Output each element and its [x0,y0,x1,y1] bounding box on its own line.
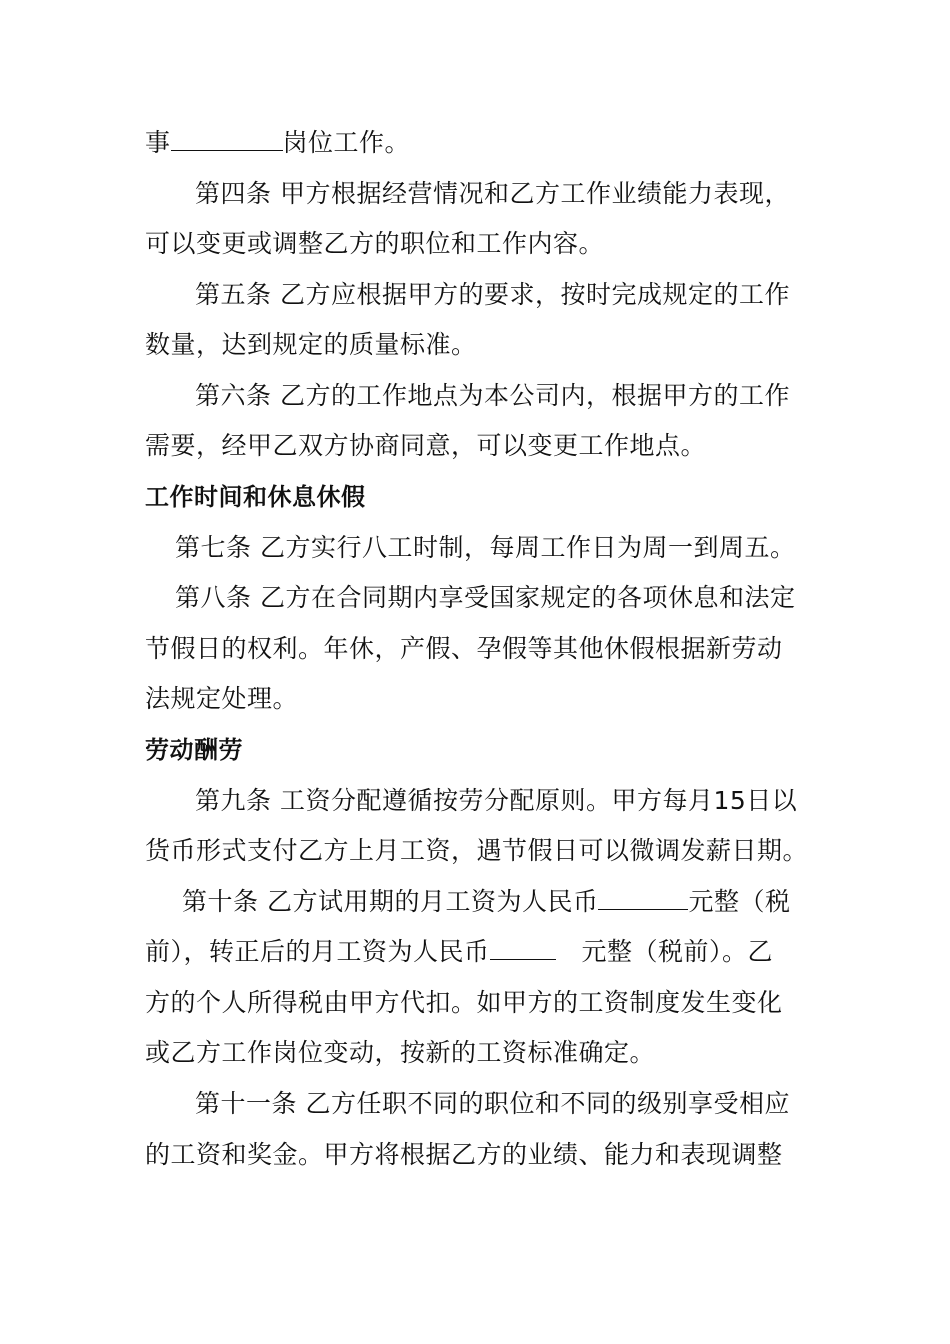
fill-blank-probation-salary[interactable] [598,887,688,910]
article-8-line-2: 节假日的权利。年休，产假、孕假等其他休假根据新劳动 [145,634,783,663]
text-fragment: 前），转正后的月工资为人民币 [145,937,490,966]
section-heading-working-hours: 工作时间和休息休假 [145,483,366,511]
article-7-line-1: 第七条 乙方实行八工时制，每周工作日为周一到周五。 [175,533,796,562]
article-6-line-1: 第六条 乙方的工作地点为本公司内，根据甲方的工作 [195,381,790,410]
text-fragment: 元整（税前）。乙 [581,937,774,966]
section-heading-remuneration: 劳动酬劳 [145,736,243,764]
text-fragment: 岗位工作。 [282,128,411,157]
article-11-line-1: 第十一条 乙方任职不同的职位和不同的级别享受相应 [195,1089,790,1118]
text-fragment: 元整（税 [688,887,791,916]
text-fragment: 第十条 乙方试用期的月工资为人民币 [182,887,599,916]
fill-blank-position[interactable] [171,128,283,151]
article-5-line-2: 数量，达到规定的质量标准。 [145,330,477,359]
article-9-line-2: 货币形式支付乙方上月工资，遇节假日可以微调发薪日期。 [145,836,809,865]
article-8-line-3: 法规定处理。 [145,684,299,713]
text-line-position-duty [145,126,410,160]
fill-blank-regular-salary[interactable] [490,937,556,960]
article-9-line-1: 第九条 工资分配遵循按劳分配原则。甲方每月15日以 [195,786,798,815]
article-6-line-2: 需要，经甲乙双方协商同意，可以变更工作地点。 [145,431,707,460]
article-10-line-2 [145,935,773,969]
text-fragment: 事 [145,128,171,157]
article-4-line-1: 第四条 甲方根据经营情况和乙方工作业绩能力表现， [195,179,790,208]
article-10-line-1 [182,885,790,919]
article-10-line-3: 方的个人所得税由甲方代扣。如甲方的工资制度发生变化 [145,988,783,1017]
article-5-line-1: 第五条 乙方应根据甲方的要求，按时完成规定的工作 [195,280,790,309]
article-4-line-2: 可以变更或调整乙方的职位和工作内容。 [145,229,605,258]
article-8-line-1: 第八条 乙方在合同期内享受国家规定的各项休息和法定 [175,583,796,612]
article-11-line-2: 的工资和奖金。甲方将根据乙方的业绩、能力和表现调整 [145,1140,783,1169]
article-10-line-4: 或乙方工作岗位变动，按新的工资标准确定。 [145,1038,656,1067]
